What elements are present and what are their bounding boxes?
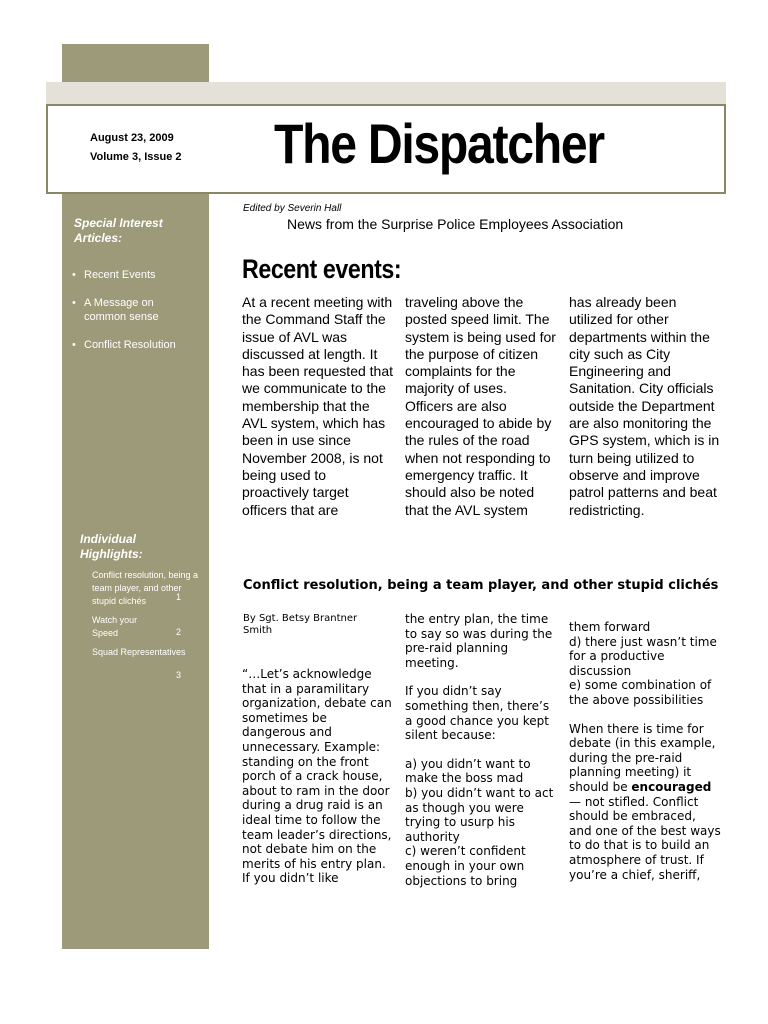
article2-list: a) you didn’t want to make the boss mad b) you didn’t want to act as though you were trying to usurp his authority c) weren’t confident enough in your own objections to bring — [405, 756, 554, 888]
article2-column-3 — [569, 620, 721, 896]
sidebar-item-common-sense[interactable]: • A Message on common sense — [72, 296, 174, 324]
byline: By Sgt. Betsy Brantner Smith — [243, 613, 358, 636]
text-run: — not stifled. Conflict should be embraced, and one of the best ways to do that is to build an atmosphere of trust. If you’re a chief, sheriff, — [569, 794, 721, 882]
sidebar-item-conflict-resolution[interactable]: • Conflict Resolution — [72, 338, 202, 352]
article2-list: them forward d) there just wasn’t time for a productive discussion e) some combination of the above possibilities — [569, 620, 717, 707]
highlight-item-speed[interactable] — [92, 614, 152, 640]
highlight-page-1: 1 — [176, 592, 182, 602]
edited-by: Edited by Severin Hall — [243, 203, 342, 214]
highlights-heading: Individual Highlights: — [80, 532, 143, 561]
newsletter-title: The Dispatcher — [274, 112, 604, 175]
highlight-item-squad[interactable] — [92, 646, 204, 659]
article2-column-2 — [405, 612, 557, 902]
article-heading-recent-events: Recent events: — [242, 254, 402, 284]
tagline: News from the Surprise Police Employees Association — [287, 216, 624, 232]
highlight-label: Squad Representatives — [92, 647, 186, 657]
article2-column-1 — [242, 667, 392, 900]
article1-column-3: has already been utilized for other departments within the city such as City Engineering and Sanitation. City officials outside the Department are also monitoring the GPS system, which is in turn being utilized to observe and improve patrol patterns and beat redistricting. — [569, 294, 720, 518]
special-interest-heading: Special Interest Articles: — [74, 216, 163, 245]
article-heading-conflict: Conflict resolution, being a team player, and other stupid clichés — [243, 578, 719, 593]
highlight-page-3: 3 — [176, 670, 182, 680]
highlight-page-2: 2 — [176, 627, 182, 637]
highlight-label: Conflict resolution, being a team player, and other stupid clichés — [92, 570, 199, 606]
sidebar-item-recent-events[interactable]: • Recent Events — [72, 268, 202, 282]
article2-paragraph: If you didn’t say something then, there’s a good chance you kept silent because: — [405, 684, 550, 743]
special-interest-list — [72, 268, 202, 366]
article1-column-1: At a recent meeting with the Command Staff the issue of AVL was discussed at length. It has been requested that we communicate to the membership that the AVL system, which has been in use since November 2008, is not being used to proactively target officers that are — [242, 294, 394, 518]
emphasis-encouraged: encouraged — [631, 779, 712, 794]
article2-paragraph: “…Let’s acknowledge that in a paramilitary organization, debate can sometimes be dangerous and unnecessary. Example: standing on the front porch of a crack house, about to ram in the door during a drug raid is an ideal time to follow the team leader’s directions, not debate him on the merits of his entry plan. If you didn’t like — [242, 667, 392, 886]
article2-paragraph — [569, 722, 721, 883]
article1-column-2: traveling above the posted speed limit. The system is being used for the purpose of citizen complaints for the majority of uses. Officers are also encouraged to abide by the rules of the road when not responding to emergency traffic. It should also be noted that the AVL system — [405, 294, 556, 518]
article2-paragraph: the entry plan, the time to say so was during the pre-raid planning meeting. — [405, 612, 553, 670]
highlight-item-conflict[interactable] — [92, 569, 204, 608]
text-run: When there is time for debate (in this example, during the pre-raid planning meeting) it should be — [569, 721, 716, 794]
issue-date: August 23, 2009 — [90, 132, 174, 144]
header-band — [46, 82, 726, 104]
highlight-label: Watch your Speed — [92, 615, 138, 638]
issue-volume: Volume 3, Issue 2 — [90, 151, 182, 163]
